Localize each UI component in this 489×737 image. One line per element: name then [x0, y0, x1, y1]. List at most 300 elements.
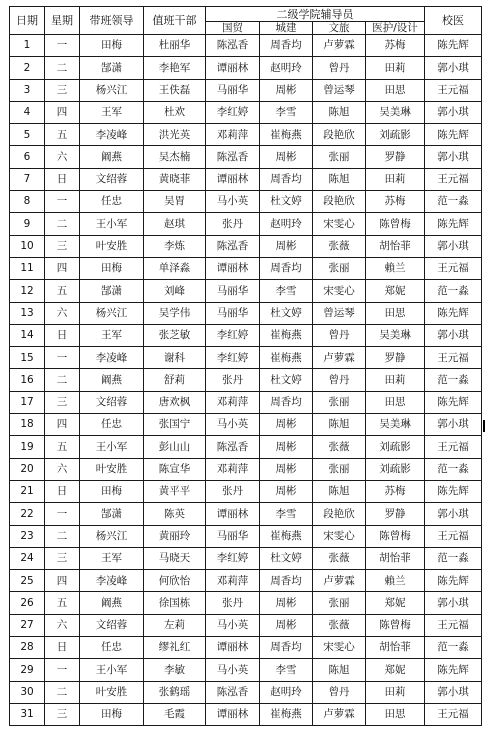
cell-doctor: 王元福 [425, 525, 482, 547]
cell-chengjian: 周香均 [260, 570, 313, 592]
cell-cadre: 王佚磊 [144, 79, 206, 101]
cell-chengjian: 周彬 [260, 458, 313, 480]
cell-doctor: 郭小琪 [425, 681, 482, 703]
cell-yihu-sheji: 刘疏影 [366, 458, 425, 480]
cell-date: 13 [10, 302, 45, 324]
table-body [10, 35, 482, 726]
cell-cadre: 毛霞 [144, 703, 206, 725]
cell-cadre: 马晓天 [144, 547, 206, 569]
cell-guomao: 马丽华 [206, 525, 260, 547]
cell-date: 4 [10, 101, 45, 123]
table-row [10, 324, 482, 346]
cell-yihu-sheji: 胡怡菲 [366, 235, 425, 257]
cell-leader: 文绍蓉 [80, 168, 144, 190]
cell-cadre: 陈英 [144, 503, 206, 525]
cell-leader: 李凌峰 [80, 124, 144, 146]
cell-cadre: 李炼 [144, 235, 206, 257]
cell-yihu-sheji: 郑妮 [366, 280, 425, 302]
cell-doctor: 郭小琪 [425, 101, 482, 123]
table-row [10, 146, 482, 168]
cell-doctor: 王元福 [425, 257, 482, 279]
cell-guomao: 谭丽林 [206, 503, 260, 525]
cell-date: 26 [10, 592, 45, 614]
cell-wenlv: 曾丹 [313, 57, 366, 79]
cell-weekday: 二 [45, 681, 80, 703]
cell-date: 9 [10, 213, 45, 235]
cell-weekday: 五 [45, 592, 80, 614]
cell-yihu-sheji: 罗静 [366, 146, 425, 168]
cell-leader: 郜潇 [80, 57, 144, 79]
table-row [10, 681, 482, 703]
cell-wenlv: 张丽 [313, 458, 366, 480]
cell-yihu-sheji: 罗静 [366, 503, 425, 525]
cell-weekday: 日 [45, 324, 80, 346]
cell-yihu-sheji: 田莉 [366, 369, 425, 391]
cell-wenlv: 段艳欣 [313, 124, 366, 146]
header-college-guomao: 国贸 [206, 22, 260, 35]
table-row [10, 659, 482, 681]
cell-guomao: 马小英 [206, 414, 260, 436]
cell-doctor: 郭小琪 [425, 503, 482, 525]
cell-doctor: 陈先辉 [425, 659, 482, 681]
cell-wenlv: 曾丹 [313, 369, 366, 391]
cell-yihu-sheji: 胡怡菲 [366, 637, 425, 659]
cell-guomao: 李红婷 [206, 347, 260, 369]
cell-doctor: 郭小琪 [425, 146, 482, 168]
header-weekday: 星期 [45, 7, 80, 35]
cell-leader: 杨兴江 [80, 79, 144, 101]
cell-yihu-sheji: 陈曾梅 [366, 213, 425, 235]
cell-weekday: 三 [45, 703, 80, 725]
table-row [10, 235, 482, 257]
cell-guomao: 马小英 [206, 659, 260, 681]
cell-yihu-sheji: 田思 [366, 302, 425, 324]
cell-chengjian: 周彬 [260, 414, 313, 436]
cell-yihu-sheji: 刘疏影 [366, 124, 425, 146]
cell-date: 25 [10, 570, 45, 592]
cell-date: 24 [10, 547, 45, 569]
cell-date: 11 [10, 257, 45, 279]
table-row [10, 703, 482, 725]
cell-date: 12 [10, 280, 45, 302]
cell-weekday: 四 [45, 257, 80, 279]
cell-date: 23 [10, 525, 45, 547]
cell-doctor: 范一淼 [425, 191, 482, 213]
cell-chengjian: 崔梅燕 [260, 324, 313, 346]
cell-date: 14 [10, 324, 45, 346]
cell-yihu-sheji: 胡怡菲 [366, 547, 425, 569]
cell-yihu-sheji: 田思 [366, 79, 425, 101]
cell-chengjian: 周香均 [260, 257, 313, 279]
cell-date: 1 [10, 35, 45, 57]
cell-date: 19 [10, 436, 45, 458]
cell-yihu-sheji: 刘疏影 [366, 436, 425, 458]
header-college-wenlv: 文旅 [313, 22, 366, 35]
header-college-chengjian: 城建 [260, 22, 313, 35]
cell-chengjian: 周彬 [260, 79, 313, 101]
cell-date: 6 [10, 146, 45, 168]
cell-guomao: 陈泓香 [206, 146, 260, 168]
table-row [10, 614, 482, 636]
table-row [10, 592, 482, 614]
cell-date: 22 [10, 503, 45, 525]
table-row [10, 257, 482, 279]
cell-wenlv: 卢萝霖 [313, 347, 366, 369]
table-row [10, 637, 482, 659]
cell-guomao: 李红婷 [206, 324, 260, 346]
cell-weekday: 一 [45, 347, 80, 369]
cell-weekday: 五 [45, 436, 80, 458]
cell-chengjian: 周彬 [260, 235, 313, 257]
cell-guomao: 马小英 [206, 191, 260, 213]
cell-cadre: 缪礼红 [144, 637, 206, 659]
cell-doctor: 陈先辉 [425, 570, 482, 592]
cell-date: 27 [10, 614, 45, 636]
cell-date: 18 [10, 414, 45, 436]
cell-guomao: 李红婷 [206, 547, 260, 569]
cell-guomao: 邓莉萍 [206, 570, 260, 592]
cell-guomao: 邓莉萍 [206, 391, 260, 413]
cell-weekday: 一 [45, 35, 80, 57]
cell-wenlv: 陈旭 [313, 414, 366, 436]
cell-leader: 郜潇 [80, 503, 144, 525]
cell-cadre: 吴胃 [144, 191, 206, 213]
cell-chengjian: 崔梅燕 [260, 525, 313, 547]
cell-date: 17 [10, 391, 45, 413]
cell-chengjian: 李雪 [260, 503, 313, 525]
cell-cadre: 赵琪 [144, 213, 206, 235]
cell-cadre: 单泽淼 [144, 257, 206, 279]
cell-wenlv: 曾丹 [313, 681, 366, 703]
cell-weekday: 二 [45, 213, 80, 235]
cell-leader: 杨兴江 [80, 525, 144, 547]
cell-date: 15 [10, 347, 45, 369]
cell-cadre: 何欣怡 [144, 570, 206, 592]
cell-doctor: 王元福 [425, 168, 482, 190]
cell-doctor: 范一淼 [425, 547, 482, 569]
header-date: 日期 [10, 7, 45, 35]
cell-chengjian: 周彬 [260, 592, 313, 614]
cell-weekday: 四 [45, 414, 80, 436]
cell-weekday: 二 [45, 525, 80, 547]
header-college-counselors: 二级学院辅导员 [206, 7, 425, 22]
table-row [10, 436, 482, 458]
header-leader: 带班领导 [80, 7, 144, 35]
table-row [10, 369, 482, 391]
cell-wenlv: 张薇 [313, 614, 366, 636]
cell-yihu-sheji: 田思 [366, 703, 425, 725]
header-college-yihu-sheji: 医护/设计 [366, 22, 425, 35]
cell-wenlv: 张丽 [313, 146, 366, 168]
cell-cadre: 杜丽华 [144, 35, 206, 57]
cell-doctor: 陈先辉 [425, 302, 482, 324]
cell-guomao: 邓莉萍 [206, 124, 260, 146]
cell-yihu-sheji: 賴兰 [366, 257, 425, 279]
table-row [10, 302, 482, 324]
cell-cadre: 张鹤瑶 [144, 681, 206, 703]
cell-wenlv: 张薇 [313, 235, 366, 257]
cell-yihu-sheji: 苏梅 [366, 480, 425, 502]
cell-leader: 叶安胜 [80, 458, 144, 480]
cell-weekday: 一 [45, 191, 80, 213]
cell-yihu-sheji: 郑妮 [366, 659, 425, 681]
cell-weekday: 六 [45, 302, 80, 324]
cell-leader: 任忠 [80, 637, 144, 659]
cell-wenlv: 宋雯心 [313, 637, 366, 659]
cell-weekday: 六 [45, 146, 80, 168]
cell-leader: 任忠 [80, 191, 144, 213]
cell-cadre: 黄丽玲 [144, 525, 206, 547]
cell-leader: 叶安胜 [80, 235, 144, 257]
cell-yihu-sheji: 罗静 [366, 347, 425, 369]
cell-doctor: 郭小琪 [425, 324, 482, 346]
cell-wenlv: 陈旭 [313, 168, 366, 190]
cell-chengjian: 赵明玲 [260, 681, 313, 703]
cell-leader: 李凌峰 [80, 570, 144, 592]
cell-leader: 李凌峰 [80, 347, 144, 369]
cell-wenlv: 卢萝霖 [313, 570, 366, 592]
cell-leader: 王小军 [80, 659, 144, 681]
cell-doctor: 郭小琪 [425, 592, 482, 614]
cell-chengjian: 崔梅燕 [260, 124, 313, 146]
cell-weekday: 日 [45, 168, 80, 190]
table-row [10, 458, 482, 480]
cell-doctor: 范一淼 [425, 458, 482, 480]
cell-doctor: 陈先辉 [425, 391, 482, 413]
table-row [10, 503, 482, 525]
cell-chengjian: 李雪 [260, 280, 313, 302]
cell-wenlv: 段艳欣 [313, 191, 366, 213]
cell-cadre: 黄平平 [144, 480, 206, 502]
cell-cadre: 黄晓菲 [144, 168, 206, 190]
cell-doctor: 王元福 [425, 347, 482, 369]
cell-guomao: 谭丽林 [206, 637, 260, 659]
table-row [10, 57, 482, 79]
cell-wenlv: 卢萝霖 [313, 35, 366, 57]
table-row [10, 79, 482, 101]
table-row [10, 280, 482, 302]
cell-yihu-sheji: 吴美琳 [366, 414, 425, 436]
cell-date: 21 [10, 480, 45, 502]
cell-chengjian: 周彬 [260, 436, 313, 458]
cell-leader: 任忠 [80, 414, 144, 436]
header-cadre: 值班干部 [144, 7, 206, 35]
cell-cadre: 李艳军 [144, 57, 206, 79]
cell-yihu-sheji: 陈曾梅 [366, 525, 425, 547]
cell-yihu-sheji: 田莉 [366, 168, 425, 190]
table-row [10, 101, 482, 123]
cell-leader: 王军 [80, 324, 144, 346]
cell-guomao: 谭丽林 [206, 703, 260, 725]
cell-guomao: 陈泓香 [206, 681, 260, 703]
cell-guomao: 马小英 [206, 614, 260, 636]
cell-wenlv: 张丽 [313, 391, 366, 413]
cell-wenlv: 卢萝霖 [313, 703, 366, 725]
table-row [10, 35, 482, 57]
cell-chengjian: 周香均 [260, 637, 313, 659]
cell-leader: 叶安胜 [80, 681, 144, 703]
cell-guomao: 陈泓香 [206, 235, 260, 257]
cell-guomao: 马丽华 [206, 79, 260, 101]
cell-guomao: 李红婷 [206, 101, 260, 123]
cell-guomao: 陈泓香 [206, 436, 260, 458]
cell-leader: 阚燕 [80, 592, 144, 614]
cell-yihu-sheji: 賴兰 [366, 570, 425, 592]
cell-yihu-sheji: 田莉 [366, 681, 425, 703]
cell-doctor: 王元福 [425, 79, 482, 101]
cell-guomao: 张丹 [206, 480, 260, 502]
cell-doctor: 郭小琪 [425, 57, 482, 79]
cell-chengjian: 赵明玲 [260, 213, 313, 235]
cell-guomao: 张丹 [206, 592, 260, 614]
cell-date: 10 [10, 235, 45, 257]
edge-mark [483, 420, 485, 432]
cell-wenlv: 张丽 [313, 257, 366, 279]
cell-weekday: 六 [45, 458, 80, 480]
cell-wenlv: 曾运琴 [313, 302, 366, 324]
cell-yihu-sheji: 吴美琳 [366, 101, 425, 123]
cell-date: 2 [10, 57, 45, 79]
cell-weekday: 三 [45, 391, 80, 413]
table-row [10, 191, 482, 213]
cell-leader: 田梅 [80, 35, 144, 57]
cell-cadre: 杜欢 [144, 101, 206, 123]
cell-yihu-sheji: 吴美琳 [366, 324, 425, 346]
cell-cadre: 左莉 [144, 614, 206, 636]
cell-doctor: 郭小琪 [425, 414, 482, 436]
header-doctor: 校医 [425, 7, 482, 35]
cell-leader: 阚燕 [80, 369, 144, 391]
cell-chengjian: 崔梅燕 [260, 347, 313, 369]
cell-date: 30 [10, 681, 45, 703]
cell-cadre: 张国宁 [144, 414, 206, 436]
cell-yihu-sheji: 田莉 [366, 57, 425, 79]
cell-yihu-sheji: 苏梅 [366, 191, 425, 213]
table-row [10, 391, 482, 413]
cell-chengjian: 周彬 [260, 480, 313, 502]
cell-wenlv: 段艳欣 [313, 503, 366, 525]
cell-cadre: 谢科 [144, 347, 206, 369]
cell-cadre: 徐国栋 [144, 592, 206, 614]
cell-yihu-sheji: 田思 [366, 391, 425, 413]
cell-doctor: 陈先辉 [425, 213, 482, 235]
cell-cadre: 吴学伟 [144, 302, 206, 324]
cell-leader: 王军 [80, 101, 144, 123]
cell-guomao: 陈泓香 [206, 35, 260, 57]
cell-guomao: 谭丽林 [206, 57, 260, 79]
cell-chengjian: 李雪 [260, 659, 313, 681]
cell-guomao: 邓莉萍 [206, 458, 260, 480]
cell-date: 7 [10, 168, 45, 190]
table-row [10, 213, 482, 235]
cell-leader: 郜潇 [80, 280, 144, 302]
table-row [10, 570, 482, 592]
cell-doctor: 陈先辉 [425, 35, 482, 57]
cell-wenlv: 张薇 [313, 547, 366, 569]
cell-leader: 田梅 [80, 257, 144, 279]
cell-doctor: 王元福 [425, 703, 482, 725]
table-row [10, 414, 482, 436]
cell-yihu-sheji: 郑妮 [366, 592, 425, 614]
duty-schedule-table [9, 6, 482, 726]
cell-chengjian: 周香均 [260, 391, 313, 413]
cell-doctor: 范一淼 [425, 369, 482, 391]
cell-cadre: 彭山山 [144, 436, 206, 458]
cell-chengjian: 杜文婷 [260, 369, 313, 391]
table-row [10, 547, 482, 569]
cell-cadre: 洪光英 [144, 124, 206, 146]
cell-date: 3 [10, 79, 45, 101]
cell-chengjian: 周香均 [260, 168, 313, 190]
cell-guomao: 谭丽林 [206, 257, 260, 279]
cell-doctor: 陈先辉 [425, 480, 482, 502]
cell-cadre: 吴杰楠 [144, 146, 206, 168]
cell-guomao: 马丽华 [206, 302, 260, 324]
cell-leader: 阚燕 [80, 146, 144, 168]
cell-leader: 文绍蓉 [80, 614, 144, 636]
cell-weekday: 三 [45, 235, 80, 257]
table-row [10, 480, 482, 502]
cell-doctor: 郭小琪 [425, 235, 482, 257]
cell-wenlv: 陈旭 [313, 480, 366, 502]
cell-weekday: 五 [45, 124, 80, 146]
cell-chengjian: 周彬 [260, 146, 313, 168]
cell-chengjian: 李雪 [260, 101, 313, 123]
cell-guomao: 马丽华 [206, 280, 260, 302]
cell-date: 31 [10, 703, 45, 725]
cell-wenlv: 陈旭 [313, 659, 366, 681]
cell-doctor: 王元福 [425, 614, 482, 636]
cell-wenlv: 宋雯心 [313, 525, 366, 547]
cell-weekday: 四 [45, 570, 80, 592]
cell-yihu-sheji: 苏梅 [366, 35, 425, 57]
cell-date: 5 [10, 124, 45, 146]
cell-chengjian: 周香均 [260, 35, 313, 57]
cell-date: 20 [10, 458, 45, 480]
cell-leader: 田梅 [80, 703, 144, 725]
cell-doctor: 范一淼 [425, 637, 482, 659]
cell-wenlv: 曾运琴 [313, 79, 366, 101]
cell-cadre: 舒莉 [144, 369, 206, 391]
cell-weekday: 一 [45, 503, 80, 525]
cell-leader: 文绍蓉 [80, 391, 144, 413]
cell-cadre: 张芝敏 [144, 324, 206, 346]
cell-wenlv: 陈旭 [313, 101, 366, 123]
table-row [10, 525, 482, 547]
cell-date: 16 [10, 369, 45, 391]
cell-guomao: 张丹 [206, 369, 260, 391]
cell-date: 29 [10, 659, 45, 681]
cell-leader: 王小军 [80, 436, 144, 458]
cell-doctor: 范一淼 [425, 280, 482, 302]
cell-guomao: 谭丽林 [206, 168, 260, 190]
cell-doctor: 陈先辉 [425, 124, 482, 146]
cell-chengjian: 周彬 [260, 614, 313, 636]
cell-date: 8 [10, 191, 45, 213]
cell-yihu-sheji: 陈曾梅 [366, 614, 425, 636]
cell-date: 28 [10, 637, 45, 659]
cell-wenlv: 张丽 [313, 592, 366, 614]
cell-cadre: 刘峰 [144, 280, 206, 302]
cell-wenlv: 曾丹 [313, 324, 366, 346]
cell-weekday: 日 [45, 480, 80, 502]
cell-weekday: 五 [45, 280, 80, 302]
cell-weekday: 日 [45, 637, 80, 659]
cell-wenlv: 宋雯心 [313, 213, 366, 235]
cell-cadre: 陈宣华 [144, 458, 206, 480]
cell-leader: 王军 [80, 547, 144, 569]
cell-weekday: 三 [45, 547, 80, 569]
